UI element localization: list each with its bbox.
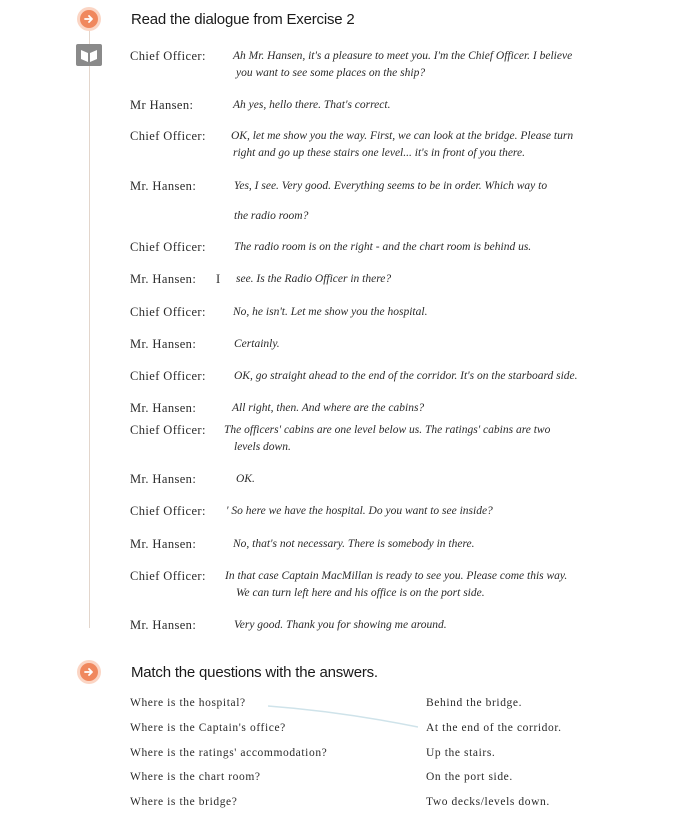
dialogue-speaker: Chief Officer: xyxy=(130,305,206,319)
dialogue-line: Ah Mr. Hansen, it's a pleasure to meet you. I'm the Chief Officer. I believe xyxy=(233,50,573,62)
dialogue-line: In that case Captain MacMillan is ready to see you. Please come this way. xyxy=(225,570,568,582)
dialogue-line: levels down. xyxy=(234,441,291,453)
dialogue-line: No, he isn't. Let me show you the hospital. xyxy=(233,306,428,318)
dialogue-line: OK, let me show you the way. First, we can look at the bridge. Please turn xyxy=(231,130,574,142)
dialogue-speaker: Chief Officer: xyxy=(130,569,206,583)
dialogue-line: Certainly. xyxy=(234,338,280,350)
dialogue-line: Ah yes, hello there. That's correct. xyxy=(233,99,391,111)
question-item: Where is the ratings' accommodation? xyxy=(130,747,328,759)
dialogue-speaker: Mr. Hansen: xyxy=(130,272,197,286)
dialogue-line: see. Is the Radio Officer in there? xyxy=(236,273,392,285)
section-bullet-icon xyxy=(80,10,98,28)
answer-item: At the end of the corridor. xyxy=(426,722,562,734)
answer-item: Up the stairs. xyxy=(426,747,496,759)
dialogue-line: right and go up these stairs one level... it's in front of you there. xyxy=(233,147,525,159)
section-heading-dialogue: Read the dialogue from Exercise 2 xyxy=(131,11,355,28)
question-item: Where is the chart room? xyxy=(130,771,261,783)
dialogue-speaker: Mr. Hansen: xyxy=(130,537,197,551)
question-item: Where is the hospital? xyxy=(130,697,246,709)
dialogue-line: Very good. Thank you for showing me around. xyxy=(234,619,447,631)
dialogue-speaker: Mr. Hansen: xyxy=(130,401,197,415)
dialogue-line: The officers' cabins are one level below us. The ratings' cabins are two xyxy=(224,424,551,436)
margin-rule xyxy=(89,28,90,628)
dialogue-speaker: Mr. Hansen: xyxy=(130,179,197,193)
dialogue-line: We can turn left here and his office is on the port side. xyxy=(236,587,485,599)
dialogue-speaker: Chief Officer: xyxy=(130,369,206,383)
section-heading-matching: Match the questions with the answers. xyxy=(131,664,378,681)
section-bullet-icon xyxy=(80,663,98,681)
dialogue-line: All right, then. And where are the cabins? xyxy=(232,402,425,414)
dialogue-line: the radio room? xyxy=(234,210,309,222)
dialogue-speaker: Chief Officer: xyxy=(130,504,206,518)
dialogue-speaker: Mr. Hansen: xyxy=(130,618,197,632)
answer-item: On the port side. xyxy=(426,771,513,783)
dialogue-speaker: Chief Officer: xyxy=(130,423,206,437)
question-item: Where is the bridge? xyxy=(130,796,238,808)
pencil-stroke xyxy=(268,703,418,729)
answer-item: Two decks/levels down. xyxy=(426,796,550,808)
answer-item: Behind the bridge. xyxy=(426,697,523,709)
dialogue-line: you want to see some places on the ship? xyxy=(236,67,426,79)
dialogue-speaker: Chief Officer: xyxy=(130,240,206,254)
dialogue-speaker: Mr. Hansen: xyxy=(130,337,197,351)
dialogue-speaker: Chief Officer: xyxy=(130,129,206,143)
dialogue-speaker: Chief Officer: xyxy=(130,49,206,63)
dialogue-speaker: Mr Hansen: xyxy=(130,98,194,112)
dialogue-line: No, that's not necessary. There is somebody in there. xyxy=(233,538,475,550)
dialogue-line: OK. xyxy=(236,473,255,485)
dialogue-marker: I xyxy=(216,272,221,286)
dialogue-line: Yes, I see. Very good. Everything seems to be in order. Which way to xyxy=(234,180,548,192)
dialogue-line: The radio room is on the right - and the chart room is behind us. xyxy=(234,241,532,253)
dialogue-line: ' So here we have the hospital. Do you want to see inside? xyxy=(226,505,493,517)
dialogue-speaker: Mr. Hansen: xyxy=(130,472,197,486)
dialogue-line: OK, go straight ahead to the end of the corridor. It's on the starboard side. xyxy=(234,370,578,382)
book-icon xyxy=(76,44,102,66)
question-item: Where is the Captain's office? xyxy=(130,722,286,734)
